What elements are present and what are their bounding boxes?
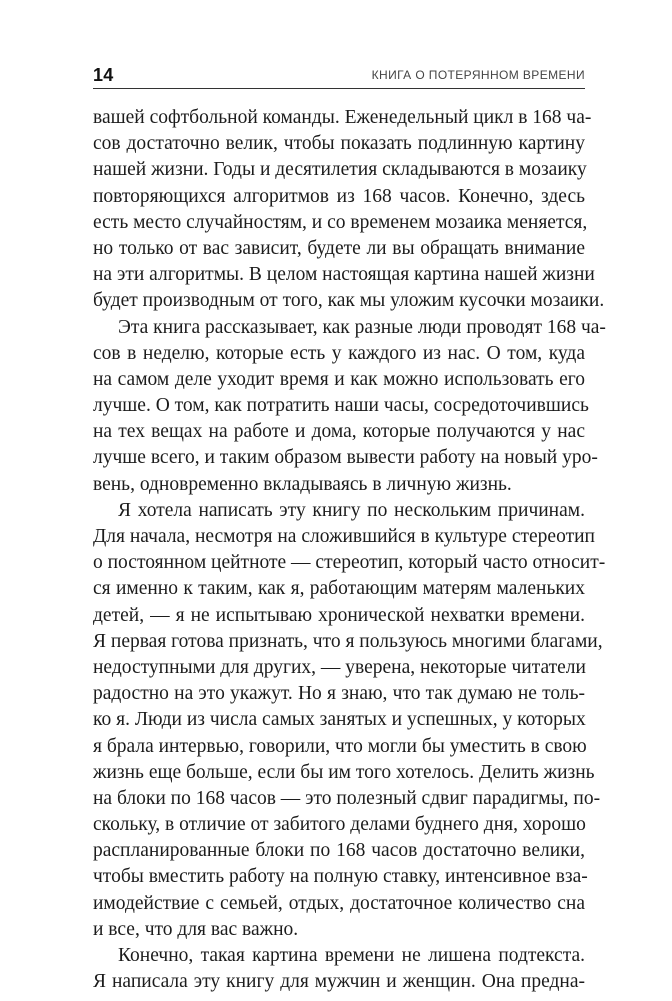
- text-line: на эти алгоритмы. В целом настоящая картина нашей жизни: [93, 264, 595, 286]
- page-number: 14: [93, 65, 114, 85]
- text-line: Конечно, такая картина времени не лишена подтекста.: [118, 945, 585, 966]
- text-line: сов достаточно велик, чтобы показать подлинную картину: [93, 133, 585, 155]
- text-line: вень, одновременно вкладываясь в личную жизнь.: [93, 473, 512, 495]
- text-line: жизнь еще больше, если бы им того хотелось. Делить жизнь: [93, 761, 595, 783]
- text-line: о постоянном цейтноте — стереотип, который часто относит-: [93, 552, 606, 574]
- text-line: повторяющихся алгоритмов из 168 часов. Конечно, здесь: [93, 185, 585, 207]
- text-line: чтобы вместить работу на полную ставку, интенсивное вза-: [93, 866, 588, 888]
- text-line: сов в неделю, которые есть у каждого из нас. О том, куда: [93, 342, 585, 364]
- text-line: ко я. Люди из числа самых занятых и успешных, у которых: [93, 709, 586, 731]
- text-line: Я написала эту книгу для мужчин и женщин. Она предна-: [93, 971, 585, 993]
- text-line: радостно на это укажут. Но я знаю, что так думаю не толь-: [93, 683, 585, 705]
- book-title: КНИГА О ПОТЕРЯННОМ ВРЕМЕНИ: [371, 68, 585, 82]
- page-body: [93, 105, 606, 995]
- text-line: лучше всего, и таким образом вывести работу на новый уро-: [93, 447, 598, 469]
- text-line: есть место случайностям, и со временем мозаика меняется,: [93, 211, 588, 233]
- text-line: на самом деле уходит время и как можно использовать его: [93, 368, 585, 390]
- text-line: Я хотела написать эту книгу по нескольким причинам.: [118, 499, 585, 521]
- text-line: Для начала, несмотря на сложившийся в культуре стереотип: [93, 526, 595, 547]
- text-line: скольку, в отличие от забитого делами буднего дня, хорошо: [93, 814, 586, 836]
- text-line: Эта книга рассказывает, как разные люди проводят 168 ча-: [118, 316, 606, 338]
- text-line: лучше. О том, как потратить наши часы, сосредоточившись: [93, 395, 589, 417]
- text-line: Я первая готова признать, что я пользуюсь многими благами,: [93, 630, 603, 652]
- running-header: [93, 61, 585, 89]
- text-line: на блоки по 168 часов — это полезный сдвиг парадигмы, по-: [93, 787, 601, 809]
- text-line: вашей софтбольной команды. Еженедельный цикл в 168 ча-: [93, 107, 592, 128]
- text-line: ся именно к таким, как я, работающим матерям маленьких: [93, 578, 585, 600]
- text-line: имодействие с семьей, отдых, достаточное количество сна: [93, 892, 585, 914]
- text-line: будет производным от того, как мы уложим кусочки мозаики.: [93, 290, 605, 312]
- text-line: детей, — я не испытываю хронической нехватки времени.: [93, 604, 585, 626]
- text-line: на тех вещах на работе и дома, которые получаются у нас: [93, 421, 585, 443]
- text-line: распланированные блоки по 168 часов достаточно велики,: [93, 840, 585, 862]
- text-line: нашей жизни. Годы и десятилетия складываются в мозаику: [93, 159, 587, 181]
- text-line: недоступными для других, — уверена, некоторые читатели: [93, 656, 586, 678]
- text-line: я брала интервью, говорили, что могли бы уместить в свою: [93, 735, 587, 757]
- text-line: и все, что для вас важно.: [93, 918, 299, 940]
- text-line: но только от вас зависит, будете ли вы обращать внимание: [93, 237, 585, 259]
